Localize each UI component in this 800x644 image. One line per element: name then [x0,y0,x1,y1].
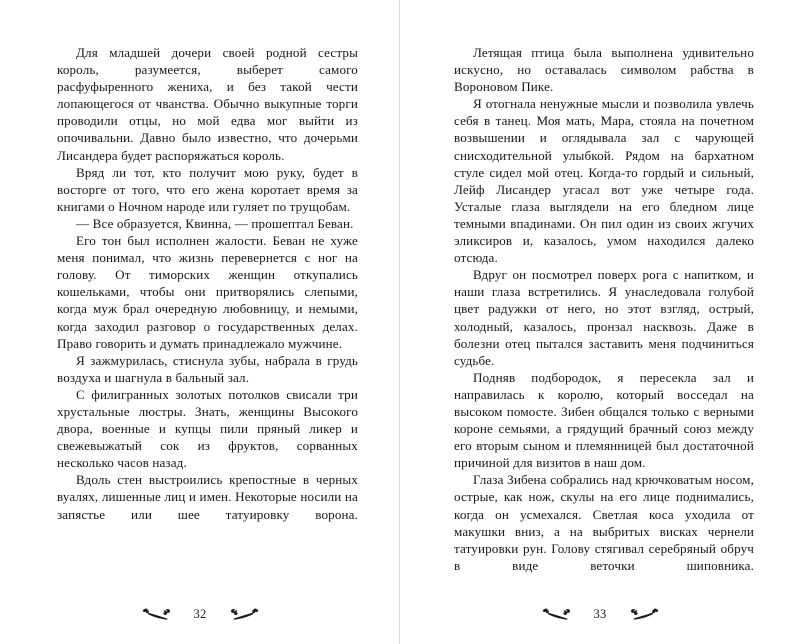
paragraph: С филигранных золотых потолков свисали три хрустальные люстры. Знать, женщины Высокого двора, военные и купцы пили пряный ликер и свежевыжатый сок из фруктов, сорванных несколько часов назад. [57,386,358,471]
right-page-textblock [454,44,754,574]
paragraph: Глаза Зибена собрались над крючковатым носом, острые, как нож, скулы на его лице поднимались, когда он усмехался. Светлая коса уходила от макушки вниз, а на выбритых висках чернели татуировки рун. Голову стягивал серебряный обруч в виде веточки шиповника. [454,472,754,573]
paragraph: Я отогнала ненужные мысли и позволила увлечь себя в танец. Моя мать, Мара, стояла на почетном возвышении и оглядывала зал с чарующей снисходительной улыбкой. Рядом на бархатном стуле сидел мой отец. Когда-то гордый и сильный, Лейф Лисандер угасал вот уже четыре года. Усталые глаза выглядели на его бледном лице темными впадинами. Он пил один из своих жгучих эликсиров и, казалось, умом находился далеко отсюда. [454,96,754,266]
page-footer-left [0,606,400,622]
paragraph: Вдруг он посмотрел поверх рога с напитком, и наши глаза встретились. Я унаследовала голубой цвет радужки от него, но этот взгляд, острый, холодный, казалось, пронзал насквозь. Даже в болезни отец пытался заставить меня подчиниться судьбе. [454,267,754,368]
page-number: 33 [593,606,607,621]
page-number: 32 [193,606,207,621]
leaf-flourish-icon [541,606,585,622]
paragraph: Вряд ли тот, кто получит мою руку, будет в восторге от того, что его жена коротает время за книгами о Ночном народе или гуляет по трущобам. [57,164,358,214]
page-right [400,0,800,644]
paragraph: Вдоль стен выстроились крепостные в черных вуалях, лишенные лиц и имен. Некоторые носили на запястье или шее татуировку ворона. [57,472,358,522]
paragraph: — Все образуется, Квинна, — прошептал Беван. [75,215,354,231]
paragraph: Летящая птица была выполнена удивительно искусно, но оставалась символом рабства в Вороновом Пике. [454,45,754,95]
leaf-flourish-icon [141,606,185,622]
paragraph: Я зажмурилась, стиснула зубы, набрала в грудь воздуха и шагнула в бальный зал. [57,352,358,385]
page-footer-right [400,606,800,622]
paragraph: Для младшей дочери своей родной сестры король, разумеется, выберет самого расфуфыренного жениха, и без такой чести лопающегося от чванства. Обычно выкупные торги проводили отцы, но мой едва мог выйти из опочивальни. Давно было известно, что дочерьми Лисандера будет распоряжаться король. [57,45,358,163]
leaf-flourish-icon [216,606,260,622]
paragraph: Подняв подбородок, я пересекла зал и направилась к королю, который восседал на высоком помосте. Зибен общался только с верными короне семьями, а грядущий брачный союз между его вторым сыном и племянницей был достаточной причиной для визитов в наш дом. [454,369,754,471]
leaf-flourish-icon [616,606,660,622]
left-page-textblock [57,44,358,523]
paragraph: Его тон был исполнен жалости. Беван не хуже меня понимал, что жизнь перевернется с ног на голову. От тиморских женщин откупались кошельками, чтобы они притворялись слепыми, когда муж брал очередную любовницу, и немыми, когда заходил разговор о государственных делах. Право говорить и думать принадлежало мужчине. [57,233,358,351]
